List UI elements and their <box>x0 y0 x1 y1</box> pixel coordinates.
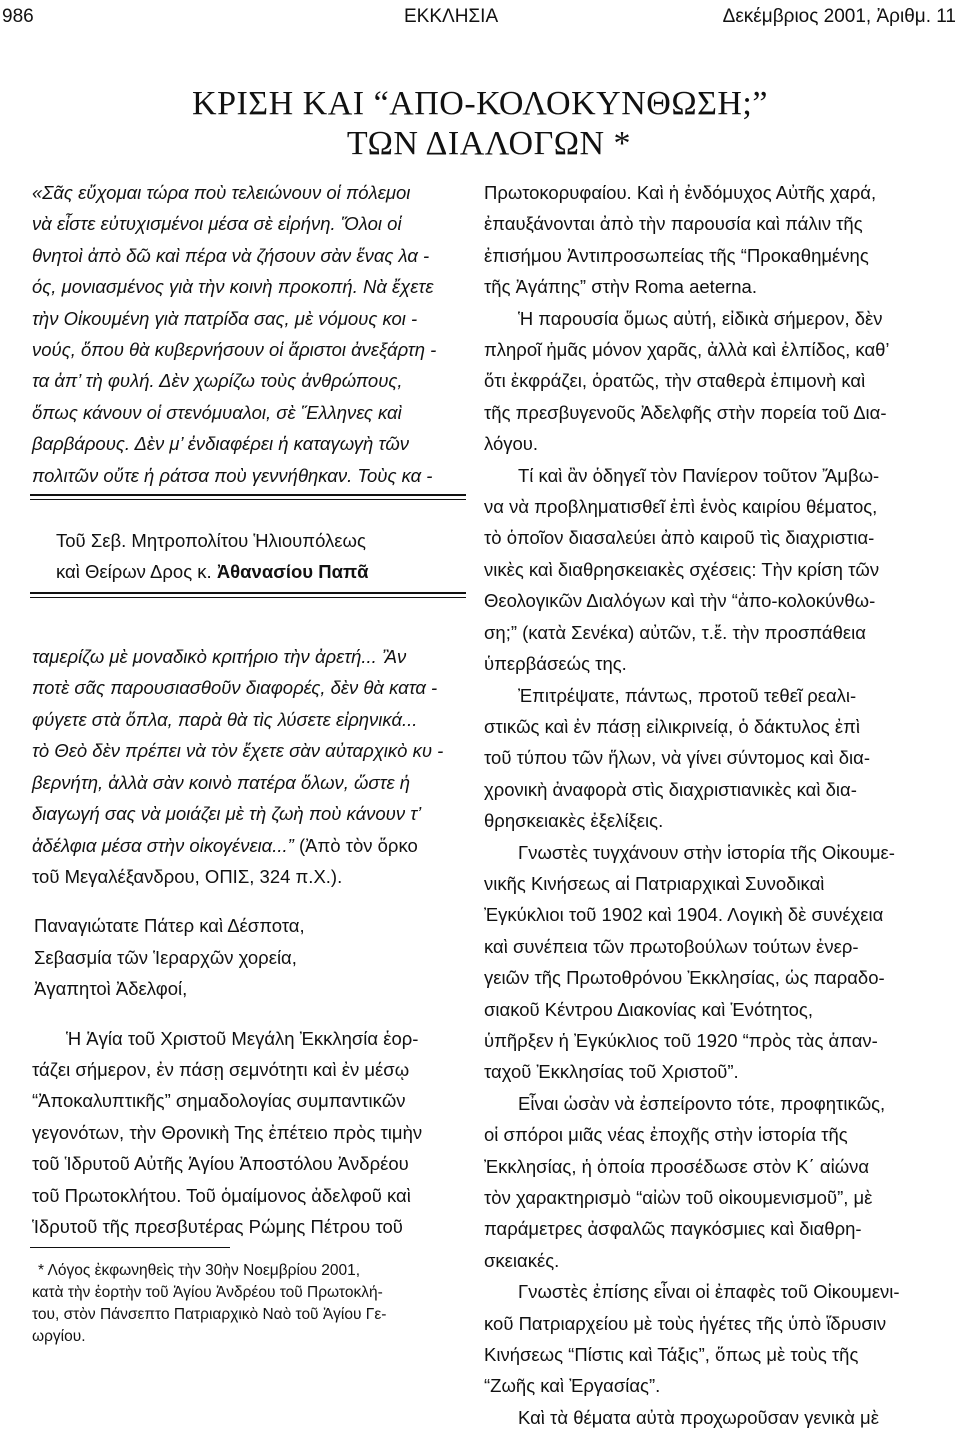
epigraph-line: βερνήτη, ἀλλὰ σὰν κοινὸ πατέρα ὅλων, ὥστε ἡ <box>32 771 411 793</box>
body-line: νικῆς Κινήσεως αἱ Πατριαρχικαὶ Συνοδικαὶ <box>484 872 825 894</box>
epigraph-line: βαρβάρους. Δὲν μ’ ἐνδιαφέρει ἡ καταγωγὴ τῶν <box>32 433 410 455</box>
body-line: κοῦ Πατριαρχείου μὲ τοὺς ἡγέτες τῆς ὑπὸ ἵδρυσιν <box>484 1312 887 1334</box>
body-paragraph <box>32 1023 464 1243</box>
footnote-line: ωργίου. <box>32 1328 86 1345</box>
body-line: σκειακές. <box>484 1249 560 1271</box>
body-line: γειῶν τῆς Πρωτοθρόνου Ἐκκλησίας, ὡς παραδο- <box>484 967 885 989</box>
body-line: τοῦ Ἱδρυτοῦ Αὐτῆς Ἁγίου Ἀποστόλου Ἀνδρέου <box>32 1153 409 1175</box>
body-line: Ἐκκλησίας, ἡ ὁποία προσέδωσε στὸν Κ΄ αἰώνα <box>484 1155 870 1177</box>
epigraph-line: πολιτῶν οὔτε ἡ ράτσα ποὺ γεννήθηκαν. Τοὺς κα - <box>32 464 433 486</box>
article-title <box>0 84 960 164</box>
epigraph-source: (Ἀπὸ τὸν ὅρκο <box>293 834 418 856</box>
epigraph-line-last <box>32 830 464 861</box>
body-line: σιακοῦ Κέντρου Διακονίας καὶ Ἑνότητος, <box>484 998 813 1020</box>
title-line-1: ΚΡΙΣΗ ΚΑΙ “ΑΠΟ-ΚΟΛΟΚΥΝΘΩΣΗ;” <box>192 85 768 122</box>
body-line: Καὶ τὰ θέματα αὐτὰ προχωροῦσαν γενικὰ μὲ <box>518 1406 879 1428</box>
body-line: Ἡ παρουσία ὅμως αὐτή, εἰδικὰ σήμερον, δὲν <box>518 307 883 329</box>
epigraph-line: «Σᾶς εὔχομαι τώρα ποὺ τελειώνουν οἱ πόλεμοι <box>32 182 411 203</box>
body-line: Ἡ Ἁγία τοῦ Χριστοῦ Μεγάλη Ἐκκλησία ἑορ- <box>66 1027 419 1049</box>
byline <box>56 525 368 587</box>
body-line: τῆς πρεσβυγενοῦς Ἀδελφῆς στὴν πορεία τοῦ Δια- <box>484 401 887 423</box>
footnote <box>32 1260 464 1348</box>
epigraph-line: ὅπως κάνουν οἱ στενόμυαλοι, σὲ Ἕλληνες καὶ <box>32 401 402 423</box>
rule-thin <box>30 499 466 500</box>
salutation-line: Σεβασμία τῶν Ἱεραρχῶν χορεία, <box>34 946 297 968</box>
body-line: Γνωστὲς ἐπίσης εἶναι οἱ ἐπαφὲς τοῦ Οἰκουμενι- <box>518 1281 900 1303</box>
epigraph <box>32 177 464 491</box>
body-line: τάζει σήμερον, ἐν πάσῃ σεμνότητι καὶ ἐν μέσῳ <box>32 1058 410 1080</box>
body-line: νικὲς καὶ διαθρησκειακὲς σχέσεις: Τὴν κρίση τῶν <box>484 558 880 580</box>
spacer <box>32 1005 464 1023</box>
body-line: Εἶναι ὡσὰν νὰ ἐσπείροντο τότε, προφητικῶς, <box>518 1092 886 1114</box>
byline-prefix: καὶ Θείρων Δρος κ. <box>56 561 212 582</box>
body-line: ση;” (κατὰ Σενέκα) αὐτῶν, τ.ἔ. τὴν προσπάθεια <box>484 621 866 643</box>
body-paragraph <box>484 177 956 303</box>
body-paragraph <box>484 680 956 837</box>
epigraph-line: νούς, ὅπου θὰ κυβερνήσουν οἱ ἄριστοι ἀνεξάρτη - <box>32 339 437 361</box>
body-line: ὑπερβάσεώς της. <box>484 653 627 675</box>
body-line: Πρωτοκορυφαίου. Καὶ ἡ ἐνδόμυχος Αὐτῆς χαρά, <box>484 182 877 203</box>
page-number: 986 <box>2 6 34 27</box>
right-column <box>484 177 956 1433</box>
salutation-line: Ἀγαπητοὶ Ἀδελφοί, <box>34 978 188 1000</box>
body-paragraph <box>484 1276 956 1402</box>
epigraph-line: φύγετε στὰ ὅπλα, παρὰ θὰ τὶς λύσετε εἰρηνικά... <box>32 708 418 730</box>
author-name: Ἀθανασίου Παπᾶ <box>216 561 369 582</box>
body-line: Ἐγκύκλιοι τοῦ 1902 καὶ 1904. Λογικὴ δὲ συνέχεια <box>484 904 884 926</box>
byline-top-rule <box>30 494 466 500</box>
body-line: “Ζωῆς καὶ Ἐργασίας”. <box>484 1375 661 1397</box>
body-line: Θεολογικῶν Διαλόγων καὶ τὴν “ἀπο-κολοκύνθω- <box>484 590 876 612</box>
body-line: τὸ ὁποῖον διασαλεύει ἀπὸ καιροῦ τὶς διαχριστια- <box>484 527 875 549</box>
body-line: τοῦ τύπου τῶν ἥλων, νὰ γίνει σύντομος καὶ δια- <box>484 747 870 769</box>
body-line: οἱ σπόροι μιᾶς νέας ἐποχῆς στὴν ἱστορία τῆς <box>484 1124 848 1146</box>
salutation-line: Παναγιώτατε Πάτερ καὶ Δέσποτα, <box>34 915 305 937</box>
epigraph-end: ἀδέλφια μέσα στὴν οἰκογένεια...” <box>32 834 294 856</box>
body-paragraph <box>484 303 956 460</box>
footnote-line: του, στὸν Πάνσεπτο Πατριαρχικὸ Ναὸ τοῦ Ἁγίου Γε- <box>32 1306 387 1323</box>
footnote-line: * Λόγος ἐκφωνηθεὶς τὴν 30ὴν Νοεμβρίου 2001, <box>38 1262 361 1279</box>
epigraph-source-line: τοῦ Μεγαλέξανδρου, ΟΠΙΣ, 324 π.Χ.). <box>32 865 343 887</box>
rule-thick <box>30 592 466 594</box>
body-line: Τί καὶ ἂν ὁδηγεῖ τὸν Πανίερον τοῦτον Ἄμβω- <box>518 464 880 486</box>
body-line: τῆς Ἀγάπης” στὴν Roma aeterna. <box>484 276 757 298</box>
epigraph-line: διαγωγή σας νὰ μοιάζει μὲ τὴ ζωὴ ποὺ κάνουν τ’ <box>32 803 422 825</box>
epigraph-continued <box>32 641 464 861</box>
body-line: τοῦ Πρωτοκλήτου. Τοῦ ὁμαίμονος ἀδελφοῦ καὶ <box>32 1184 411 1206</box>
body-line: να νὰ προβληματισθεῖ ἐπὶ ἑνὸς καιρίου θέματος, <box>484 496 878 518</box>
body-line: παράμετρες ἀσφαλῶς παγκόσμιες καὶ διαθρη- <box>484 1218 862 1240</box>
body-line: “Ἀποκαλυπτικῆς” σημαδολογίας συμπαντικῶν <box>32 1090 406 1112</box>
body-line: Ἱδρυτοῦ τῆς πρεσβυτέρας Ρώμης Πέτρου τοῦ <box>32 1215 403 1237</box>
spacer <box>32 892 464 910</box>
body-line: Γνωστὲς τυγχάνουν στὴν ἱστορία τῆς Οἰκουμε- <box>518 841 895 863</box>
title-line-2: ΤΩΝ ΔΙΑΛΟΓΩΝ * <box>346 125 632 162</box>
body-paragraph <box>484 1088 956 1276</box>
epigraph-line: θνητοὶ ἀπὸ δῶ καὶ πέρα νὰ ζήσουν σὰν ἕνας λα - <box>32 244 430 266</box>
body-paragraph <box>484 460 956 680</box>
byline-line-1: Τοῦ Σεβ. Μητροπολίτου Ἡλιουπόλεως <box>56 530 366 551</box>
rule-thick <box>30 494 466 496</box>
salutation <box>32 910 464 1004</box>
running-header <box>0 6 960 36</box>
body-line: καὶ συνέπεια τῶν πρωτοβούλων τούτων ἐνερ- <box>484 935 859 957</box>
body-line: ὑπῆρξεν ἡ Ἐγκύκλιος τοῦ 1920 “πρὸς τὰς ἁπαν- <box>484 1029 878 1051</box>
body-line: λόγου. <box>484 433 539 455</box>
epigraph-line: ός, μονιασμένος γιὰ τὴν κοινὴ προκοπή. Νὰ ἔχετε <box>32 276 434 298</box>
body-line: ταχοῦ Ἐκκλησίας τοῦ Χριστοῦ”. <box>484 1061 739 1083</box>
body-line: ἐπαυξάνονται ἀπὸ τὴν παρουσία καὶ πάλιν τῆς <box>484 213 863 235</box>
issue-info: Δεκέμβριος 2001, Ἀριθμ. 11 <box>722 6 956 27</box>
journal-name: ΕΚΚΛΗΣΙΑ <box>404 6 499 27</box>
left-column <box>32 177 464 1242</box>
epigraph-line: ταμερίζω μὲ μοναδικὸ κριτήριο τὴν ἀρετή... Ἂν <box>32 646 407 668</box>
rule-thin <box>30 597 466 598</box>
body-line: πληροῖ ἡμᾶς μόνον χαρᾶς, ἀλλὰ καὶ ἐλπίδος, καθ’ <box>484 339 890 361</box>
body-line: ὅτι ἐκφράζει, ὁρατῶς, τὴν σταθερὰ ἐπιμονὴ καὶ <box>484 370 866 392</box>
footnote-rule <box>30 1247 230 1248</box>
body-line: Ἐπιτρέψατε, πάντως, προτοῦ τεθεῖ ρεαλι- <box>518 684 857 706</box>
body-paragraph <box>484 837 956 1088</box>
epigraph-line: τὴν Οἰκουμένη γιὰ πατρίδα σας, μὲ νόμους κοι - <box>32 307 418 329</box>
body-paragraph <box>484 1402 956 1433</box>
footnote-line: κατὰ τὴν ἑορτὴν τοῦ Ἁγίου Ἀνδρέου τοῦ Πρωτοκλή- <box>32 1284 383 1301</box>
body-line: ἐπισήμου Ἀντιπροσωπείας τῆς “Προκαθημένης <box>484 244 869 266</box>
body-line: τὸν χαρακτηρισμὸ “αἰὼν τοῦ οἰκουμενισμοῦ”, μὲ <box>484 1187 873 1208</box>
epigraph-line: ποτὲ σᾶς παρουσιασθοῦν διαφορές, δὲν θὰ κατα - <box>32 677 438 699</box>
body-line: στικῶς καὶ ἐν πάσῃ εἰλικρινείᾳ, ὁ δάκτυλος ἐπὶ <box>484 715 860 737</box>
body-line: γεγονότων, τὴν Θρονικὴ Της ἐπέτειο πρὸς τιμὴν <box>32 1121 423 1143</box>
epigraph-line: τὸ Θεὸ δὲν πρέπει νὰ τὸν ἔχετε σὰν αὐταρχικὸ κυ - <box>32 740 444 762</box>
epigraph-line: τα ἀπ’ τὴ φυλή. Δὲν χωρίζω τοὺς ἀνθρώπους, <box>32 370 403 392</box>
body-line: χρονικὴ ἀναφορὰ στὶς διαχριστιανικὲς καὶ δια- <box>484 778 857 800</box>
body-line: θρησκειακὲς ἐξελίξεις. <box>484 810 664 832</box>
body-line: Κινήσεως “Πίστις καὶ Τάξις”, ὅπως μὲ τοὺς τῆς <box>484 1344 859 1366</box>
epigraph-line: νὰ εἶστε εὐτυχισμένοι μέσα σὲ εἰρήνη. Ὅλοι οἱ <box>32 213 402 235</box>
byline-line-2 <box>56 556 368 587</box>
byline-bottom-rule <box>30 592 466 598</box>
